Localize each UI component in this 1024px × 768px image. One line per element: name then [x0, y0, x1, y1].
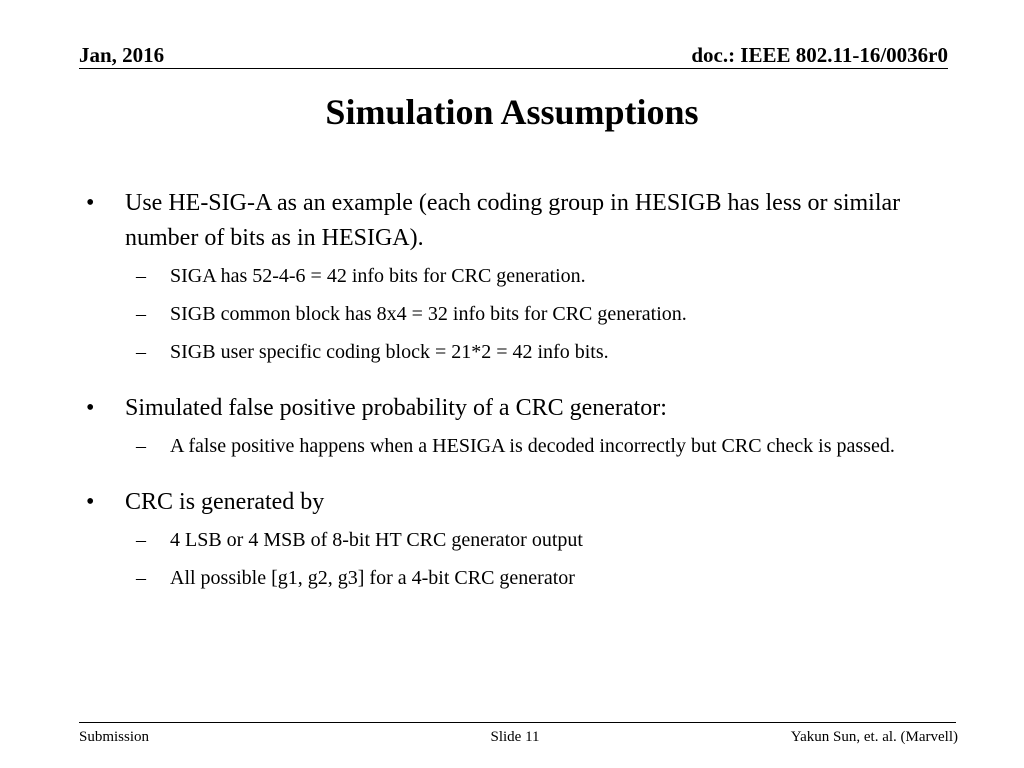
dash-icon: –	[136, 265, 146, 287]
dash-icon: –	[136, 529, 146, 551]
dash-icon: –	[136, 435, 146, 457]
sub-bullet-text: A false positive happens when a HESIGA is decoded incorrectly but CRC check is passed.	[170, 435, 895, 457]
header-date: Jan, 2016	[79, 43, 165, 67]
bullet-icon: •	[86, 395, 95, 421]
sub-bullet-text: SIGB user specific coding block = 21*2 = 42 info bits.	[170, 341, 609, 363]
bullet-icon: •	[86, 489, 95, 515]
dash-icon: –	[136, 341, 146, 363]
sub-bullet-item	[78, 261, 958, 291]
bullet-text: CRC is generated by	[125, 489, 325, 515]
slide-title: Simulation Assumptions	[325, 92, 699, 132]
bullet-item	[78, 391, 958, 426]
header-doc-id: doc.: IEEE 802.11-16/0036r0	[691, 43, 948, 67]
bullet-icon: •	[86, 190, 95, 216]
bullet-item	[78, 186, 958, 256]
sub-bullet-text: All possible [g1, g2, g3] for a 4-bit CRC generator	[170, 567, 575, 589]
sub-bullet-item	[78, 299, 958, 329]
slide-body	[78, 186, 958, 593]
dash-icon: –	[136, 303, 146, 325]
bullet-text: Simulated false positive probability of a CRC generator:	[125, 395, 667, 421]
sub-bullet-item	[78, 431, 958, 461]
sub-bullet-text: SIGA has 52-4-6 = 42 info bits for CRC generation.	[170, 265, 586, 287]
header-rule	[79, 68, 948, 69]
dash-icon: –	[136, 567, 146, 589]
sub-bullet-text: 4 LSB or 4 MSB of 8-bit HT CRC generator output	[170, 529, 583, 551]
footer-rule	[79, 722, 956, 723]
sub-bullet-item	[78, 337, 958, 367]
sub-bullet-text: SIGB common block has 8x4 = 32 info bits for CRC generation.	[170, 303, 687, 325]
bullet-item	[78, 485, 958, 520]
footer-slide-number: Slide 11	[490, 729, 540, 745]
sub-bullet-item	[78, 563, 958, 593]
sub-bullet-item	[78, 525, 958, 555]
footer-submission: Submission	[79, 729, 150, 745]
bullet-text: Use HE-SIG-A as an example (each coding group in HESIGB has less or similar number of bits as in HESIGA).	[125, 190, 901, 251]
footer-author: Yakun Sun, et. al. (Marvell)	[790, 729, 958, 745]
